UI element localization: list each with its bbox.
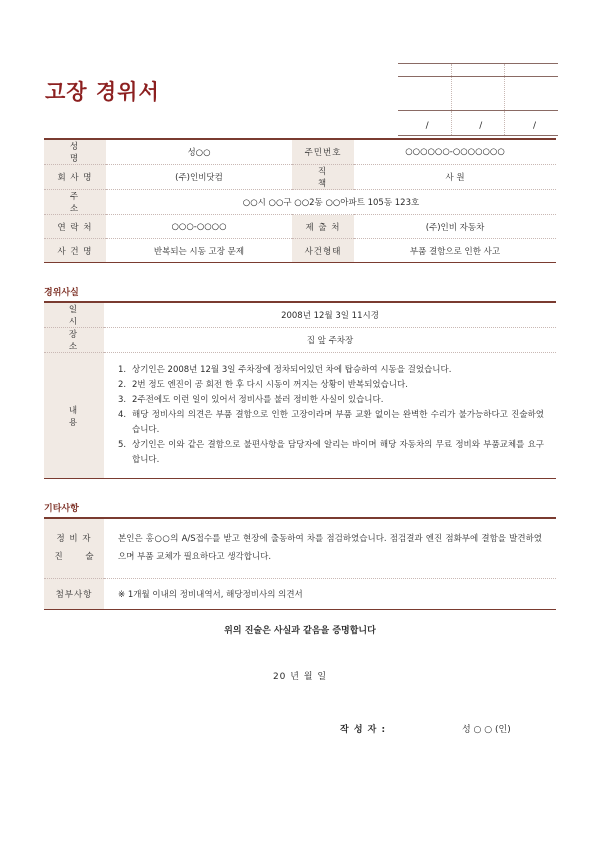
name-value: 성○○ bbox=[106, 139, 292, 165]
case-label: 사 건 명 bbox=[44, 239, 106, 263]
document-title: 고장 경위서 bbox=[45, 80, 160, 104]
approval-date-row bbox=[398, 111, 558, 135]
type-value: 부품 결함으로 인한 사고 bbox=[409, 246, 501, 257]
approval-sign-row bbox=[398, 77, 558, 111]
name-label: 성 명 bbox=[44, 139, 106, 165]
company-value: (주)인비닷컴 bbox=[106, 165, 292, 190]
place-label: 장 소 bbox=[44, 328, 104, 353]
table-row bbox=[44, 239, 556, 263]
list-item: 4. 해당 정비사의 의견은 부품 결함으로 인한 고장이라며 부품 교환 없이는 완벽한 수리가 불가능하다고 진술하였습니다. bbox=[118, 410, 544, 435]
table-row bbox=[44, 190, 556, 215]
list-item: 5. 상기인은 이와 같은 결함으로 불편사항을 담당자에 알리는 바이며 해당 자동차의 무료 정비와 부품교체를 요구합니다. bbox=[118, 440, 544, 465]
submit-value: (주)인비 자동차 bbox=[354, 215, 556, 239]
resident-value: ○○○○○○-○○○○○○○ bbox=[354, 139, 556, 165]
list-item: 1. 상기인은 2008년 12월 3일 주차장에 정차되어있던 차에 탑승하여 시동을 걸었습니다. bbox=[118, 365, 452, 375]
company-label: 회 사 명 bbox=[44, 165, 106, 190]
table-row bbox=[44, 215, 556, 239]
approval-date-1: / bbox=[398, 111, 452, 135]
table-row bbox=[44, 139, 556, 165]
content-label: 내 용 bbox=[44, 353, 104, 479]
certify-statement: 위의 진술은 사실과 같음을 증명합니다 bbox=[224, 626, 376, 636]
contact-value: ○○○-○○○○ bbox=[106, 215, 292, 239]
other-heading: 기타사항 bbox=[44, 504, 79, 514]
attach-label: 첨부사항 bbox=[44, 578, 104, 609]
type-label: 사건형태 bbox=[292, 239, 354, 263]
content-list bbox=[104, 355, 556, 476]
approval-date-3: / bbox=[532, 121, 537, 131]
mechanic-cell bbox=[104, 518, 556, 578]
list-item: 2. 2번 정도 엔진이 공 회전 한 후 다시 시동이 꺼지는 상황이 반복되었습니다. bbox=[118, 380, 408, 390]
table-row bbox=[44, 578, 556, 609]
table-row bbox=[44, 353, 556, 479]
submit-label: 제 출 처 bbox=[292, 215, 354, 239]
signature-date: 20 년 월 일 bbox=[272, 672, 328, 682]
personal-info-table bbox=[44, 138, 556, 263]
position-label: 직 책 bbox=[292, 165, 354, 190]
list-item: 3. 2주전에도 이런 일이 있어서 정비사를 불러 정비한 사실이 있습니다. bbox=[118, 395, 384, 405]
contact-label: 연 락 처 bbox=[44, 215, 106, 239]
facts-heading: 경위사실 bbox=[44, 288, 79, 298]
approval-date-2: / bbox=[452, 111, 506, 135]
approval-header-row bbox=[398, 64, 558, 77]
address-label: 주 소 bbox=[44, 190, 106, 215]
content-cell bbox=[104, 353, 556, 479]
attach-value: ※ 1개월 이내의 정비내역서, 해당정비사의 의견서 bbox=[118, 589, 303, 600]
datetime-label: 일 시 bbox=[44, 302, 104, 328]
table-row bbox=[44, 302, 556, 328]
mechanic-label: 정 비 자 진 술 bbox=[44, 518, 104, 578]
table-row bbox=[44, 328, 556, 353]
writer-label: 작 성 자 : bbox=[340, 725, 387, 735]
address-value: ○○시 ○○구 ○○2동 ○○아파트 105동 123호 bbox=[106, 190, 556, 215]
datetime-value: 2008년 12월 3일 11시경 bbox=[104, 302, 556, 328]
table-row bbox=[44, 518, 556, 578]
writer-signature: 성 ○ ○ (인) bbox=[462, 725, 511, 735]
position-value: 사 원 bbox=[354, 165, 556, 190]
table-row bbox=[44, 165, 556, 190]
resident-label: 주민번호 bbox=[292, 139, 354, 165]
facts-table bbox=[44, 301, 556, 479]
mechanic-statement: 본인은 홍○○의 A/S접수를 받고 현장에 출동하여 차를 점검하였습니다. 점검결과 엔진 점화부에 결함을 발견하였으며 부품 교체가 필요하다고 생각합니다. bbox=[118, 534, 542, 563]
other-table bbox=[44, 517, 556, 610]
case-value: 반복되는 시동 고장 문제 bbox=[153, 246, 245, 257]
approval-box bbox=[398, 63, 558, 136]
place-value: 집 앞 주차장 bbox=[104, 328, 556, 353]
